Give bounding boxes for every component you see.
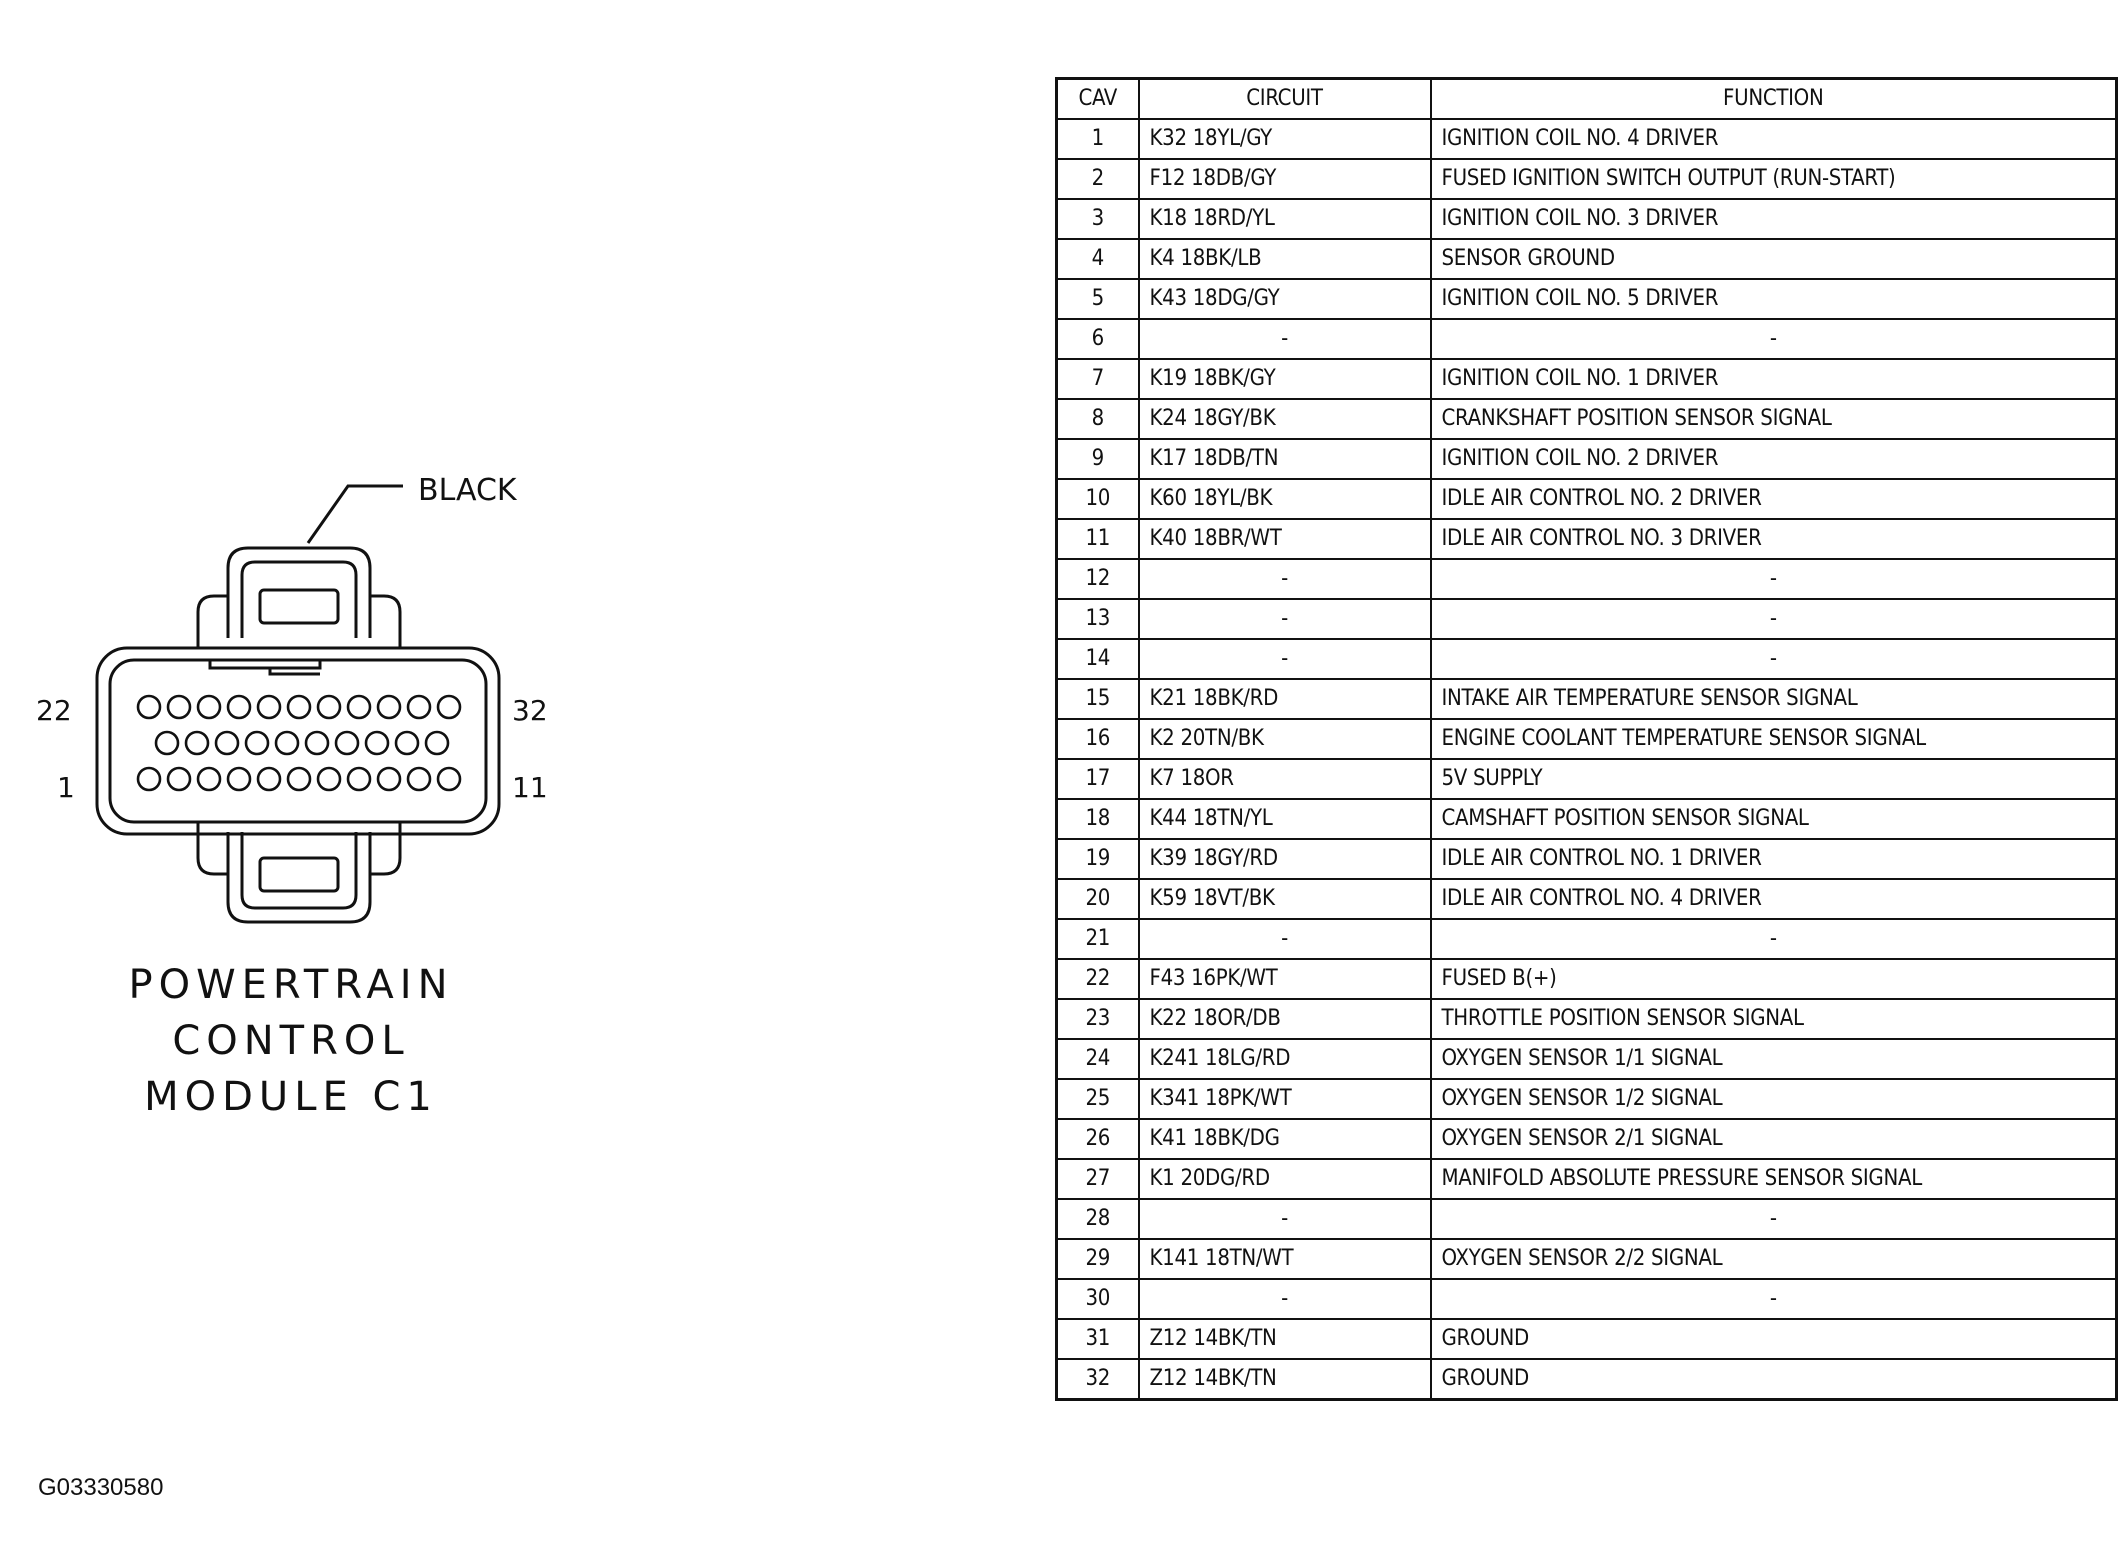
table-row [1057, 279, 2117, 319]
pin-label-1: 1 [57, 771, 75, 804]
cell-function: THROTTLE POSITION SENSOR SIGNAL [1431, 999, 2117, 1039]
cell-cav: 15 [1057, 679, 1139, 719]
pin-cavity [408, 768, 430, 790]
pin-cavity [228, 768, 250, 790]
cell-function: SENSOR GROUND [1431, 239, 2117, 279]
cell-circuit: K7 18OR [1139, 759, 1431, 799]
table-row [1057, 919, 2117, 959]
module-title-line-2: CONTROL [172, 1018, 410, 1064]
cell-circuit: - [1139, 1279, 1431, 1319]
cell-function: - [1431, 919, 2117, 959]
cell-function: 5V SUPPLY [1431, 759, 2117, 799]
cell-circuit: K2 20TN/BK [1139, 719, 1431, 759]
pin-cavity [438, 768, 460, 790]
cell-cav: 14 [1057, 639, 1139, 679]
pinout-table [1055, 77, 2118, 1401]
table-row [1057, 319, 2117, 359]
pin-cavity [306, 732, 328, 754]
cell-cav: 20 [1057, 879, 1139, 919]
table-row [1057, 199, 2117, 239]
cell-circuit: K341 18PK/WT [1139, 1079, 1431, 1119]
cell-cav: 18 [1057, 799, 1139, 839]
cell-circuit: K141 18TN/WT [1139, 1239, 1431, 1279]
pin-cavity [426, 732, 448, 754]
figure-id: G03330580 [38, 1474, 164, 1501]
cell-cav: 23 [1057, 999, 1139, 1039]
cell-circuit: K18 18RD/YL [1139, 199, 1431, 239]
cell-function: - [1431, 319, 2117, 359]
table-row [1057, 799, 2117, 839]
cell-function: INTAKE AIR TEMPERATURE SENSOR SIGNAL [1431, 679, 2117, 719]
pin-cavity [348, 768, 370, 790]
table-row [1057, 719, 2117, 759]
cell-circuit: K40 18BR/WT [1139, 519, 1431, 559]
pin-cavity [378, 768, 400, 790]
pin-cavity [408, 696, 430, 718]
pin-cavity [318, 768, 340, 790]
top-latch [198, 548, 400, 648]
cell-circuit: K39 18GY/RD [1139, 839, 1431, 879]
cell-function: ENGINE COOLANT TEMPERATURE SENSOR SIGNAL [1431, 719, 2117, 759]
table-row [1057, 359, 2117, 399]
pin-cavity [168, 696, 190, 718]
cell-cav: 21 [1057, 919, 1139, 959]
cell-cav: 4 [1057, 239, 1139, 279]
cell-circuit: K21 18BK/RD [1139, 679, 1431, 719]
cell-cav: 6 [1057, 319, 1139, 359]
cell-cav: 11 [1057, 519, 1139, 559]
table-row [1057, 239, 2117, 279]
cell-circuit: K4 18BK/LB [1139, 239, 1431, 279]
cell-circuit: K43 18DG/GY [1139, 279, 1431, 319]
table-row [1057, 1319, 2117, 1359]
cell-function: OXYGEN SENSOR 1/2 SIGNAL [1431, 1079, 2117, 1119]
cell-circuit: K1 20DG/RD [1139, 1159, 1431, 1199]
pin-cavity [246, 732, 268, 754]
table-row [1057, 399, 2117, 439]
table-row [1057, 1199, 2117, 1239]
module-title-line-1: POWERTRAIN [128, 962, 454, 1008]
cell-cav: 25 [1057, 1079, 1139, 1119]
table-row [1057, 439, 2117, 479]
cell-cav: 22 [1057, 959, 1139, 999]
color-leader-line [308, 486, 403, 543]
cell-circuit: K44 18TN/YL [1139, 799, 1431, 839]
cell-function: OXYGEN SENSOR 1/1 SIGNAL [1431, 1039, 2117, 1079]
cell-function: IDLE AIR CONTROL NO. 4 DRIVER [1431, 879, 2117, 919]
pin-cavity [186, 732, 208, 754]
table-row [1057, 1079, 2117, 1119]
cell-cav: 5 [1057, 279, 1139, 319]
cell-circuit: F12 18DB/GY [1139, 159, 1431, 199]
pin-cavity [156, 732, 178, 754]
table-row [1057, 1039, 2117, 1079]
pin-cavity [198, 696, 220, 718]
pin-cavity [288, 768, 310, 790]
pin-cavity [348, 696, 370, 718]
cell-function: - [1431, 1279, 2117, 1319]
cell-function: FUSED B(+) [1431, 959, 2117, 999]
module-title-line-3: MODULE C1 [144, 1074, 438, 1120]
header-function: FUNCTION [1431, 79, 2117, 120]
pin-cavity [258, 696, 280, 718]
table-body [1057, 119, 2117, 1400]
cell-circuit: K60 18YL/BK [1139, 479, 1431, 519]
connector-color-label: BLACK [418, 473, 517, 508]
pin-label-32: 32 [512, 694, 548, 727]
cell-cav: 31 [1057, 1319, 1139, 1359]
pin-cavity [336, 732, 358, 754]
pin-cavity [396, 732, 418, 754]
cell-function: GROUND [1431, 1319, 2117, 1359]
cell-function: - [1431, 639, 2117, 679]
pin-label-22: 22 [36, 694, 72, 727]
pin-grid [138, 696, 460, 790]
cell-cav: 1 [1057, 119, 1139, 159]
table-header-row [1057, 79, 2117, 120]
cell-cav: 32 [1057, 1359, 1139, 1400]
table-row [1057, 759, 2117, 799]
cell-cav: 17 [1057, 759, 1139, 799]
table-row [1057, 479, 2117, 519]
pin-cavity [216, 732, 238, 754]
pin-cavity [276, 732, 298, 754]
cell-circuit: K59 18VT/BK [1139, 879, 1431, 919]
table-row [1057, 559, 2117, 599]
cell-cav: 13 [1057, 599, 1139, 639]
cell-function: IDLE AIR CONTROL NO. 1 DRIVER [1431, 839, 2117, 879]
cell-circuit: - [1139, 919, 1431, 959]
table-row [1057, 1359, 2117, 1400]
cell-circuit: K22 18OR/DB [1139, 999, 1431, 1039]
cell-function: MANIFOLD ABSOLUTE PRESSURE SENSOR SIGNAL [1431, 1159, 2117, 1199]
cell-function: IDLE AIR CONTROL NO. 3 DRIVER [1431, 519, 2117, 559]
header-cav: CAV [1057, 79, 1139, 120]
cell-cav: 29 [1057, 1239, 1139, 1279]
cell-function: OXYGEN SENSOR 2/2 SIGNAL [1431, 1239, 2117, 1279]
cell-circuit: - [1139, 639, 1431, 679]
table-row [1057, 999, 2117, 1039]
cell-cav: 10 [1057, 479, 1139, 519]
table-row [1057, 1119, 2117, 1159]
pin-cavity [198, 768, 220, 790]
cell-function: IGNITION COIL NO. 2 DRIVER [1431, 439, 2117, 479]
cell-cav: 3 [1057, 199, 1139, 239]
cell-cav: 12 [1057, 559, 1139, 599]
pin-cavity [138, 768, 160, 790]
cell-function: IDLE AIR CONTROL NO. 2 DRIVER [1431, 479, 2117, 519]
cell-function: GROUND [1431, 1359, 2117, 1400]
cell-cav: 30 [1057, 1279, 1139, 1319]
cell-cav: 28 [1057, 1199, 1139, 1239]
cell-cav: 7 [1057, 359, 1139, 399]
cell-circuit: Z12 14BK/TN [1139, 1359, 1431, 1400]
cell-function: IGNITION COIL NO. 5 DRIVER [1431, 279, 2117, 319]
cell-cav: 9 [1057, 439, 1139, 479]
pin-cavity [438, 696, 460, 718]
cell-function: IGNITION COIL NO. 3 DRIVER [1431, 199, 2117, 239]
cell-cav: 27 [1057, 1159, 1139, 1199]
cell-function: - [1431, 559, 2117, 599]
cell-function: - [1431, 1199, 2117, 1239]
pin-cavity [138, 696, 160, 718]
table-row [1057, 1159, 2117, 1199]
cell-cav: 19 [1057, 839, 1139, 879]
cell-circuit: F43 16PK/WT [1139, 959, 1431, 999]
cell-function: IGNITION COIL NO. 1 DRIVER [1431, 359, 2117, 399]
cell-circuit: - [1139, 319, 1431, 359]
cell-function: IGNITION COIL NO. 4 DRIVER [1431, 119, 2117, 159]
header-circuit: CIRCUIT [1139, 79, 1431, 120]
table-row [1057, 959, 2117, 999]
connector-diagram [0, 0, 1000, 1200]
pin-cavity [318, 696, 340, 718]
pin-cavity [168, 768, 190, 790]
cell-circuit: - [1139, 559, 1431, 599]
table-row [1057, 159, 2117, 199]
cell-function: CAMSHAFT POSITION SENSOR SIGNAL [1431, 799, 2117, 839]
table-row [1057, 839, 2117, 879]
table-row [1057, 1239, 2117, 1279]
pin-cavity [288, 696, 310, 718]
pin-label-11: 11 [512, 771, 548, 804]
pin-cavity [228, 696, 250, 718]
table-row [1057, 519, 2117, 559]
cell-cav: 2 [1057, 159, 1139, 199]
cell-circuit: K19 18BK/GY [1139, 359, 1431, 399]
pin-cavity [258, 768, 280, 790]
cell-cav: 16 [1057, 719, 1139, 759]
cell-circuit: - [1139, 599, 1431, 639]
pin-cavity [366, 732, 388, 754]
table-row [1057, 599, 2117, 639]
table-row [1057, 879, 2117, 919]
table-row [1057, 639, 2117, 679]
cell-circuit: K32 18YL/GY [1139, 119, 1431, 159]
cell-circuit: K41 18BK/DG [1139, 1119, 1431, 1159]
table-row [1057, 119, 2117, 159]
cell-cav: 24 [1057, 1039, 1139, 1079]
cell-function: FUSED IGNITION SWITCH OUTPUT (RUN-START) [1431, 159, 2117, 199]
cell-circuit: K241 18LG/RD [1139, 1039, 1431, 1079]
cell-cav: 8 [1057, 399, 1139, 439]
pin-cavity [378, 696, 400, 718]
cell-circuit: - [1139, 1199, 1431, 1239]
cell-circuit: Z12 14BK/TN [1139, 1319, 1431, 1359]
cell-circuit: K24 18GY/BK [1139, 399, 1431, 439]
table-row [1057, 1279, 2117, 1319]
cell-function: - [1431, 599, 2117, 639]
cell-function: CRANKSHAFT POSITION SENSOR SIGNAL [1431, 399, 2117, 439]
table-row [1057, 679, 2117, 719]
bottom-latch [198, 822, 400, 922]
cell-circuit: K17 18DB/TN [1139, 439, 1431, 479]
cell-cav: 26 [1057, 1119, 1139, 1159]
cell-function: OXYGEN SENSOR 2/1 SIGNAL [1431, 1119, 2117, 1159]
